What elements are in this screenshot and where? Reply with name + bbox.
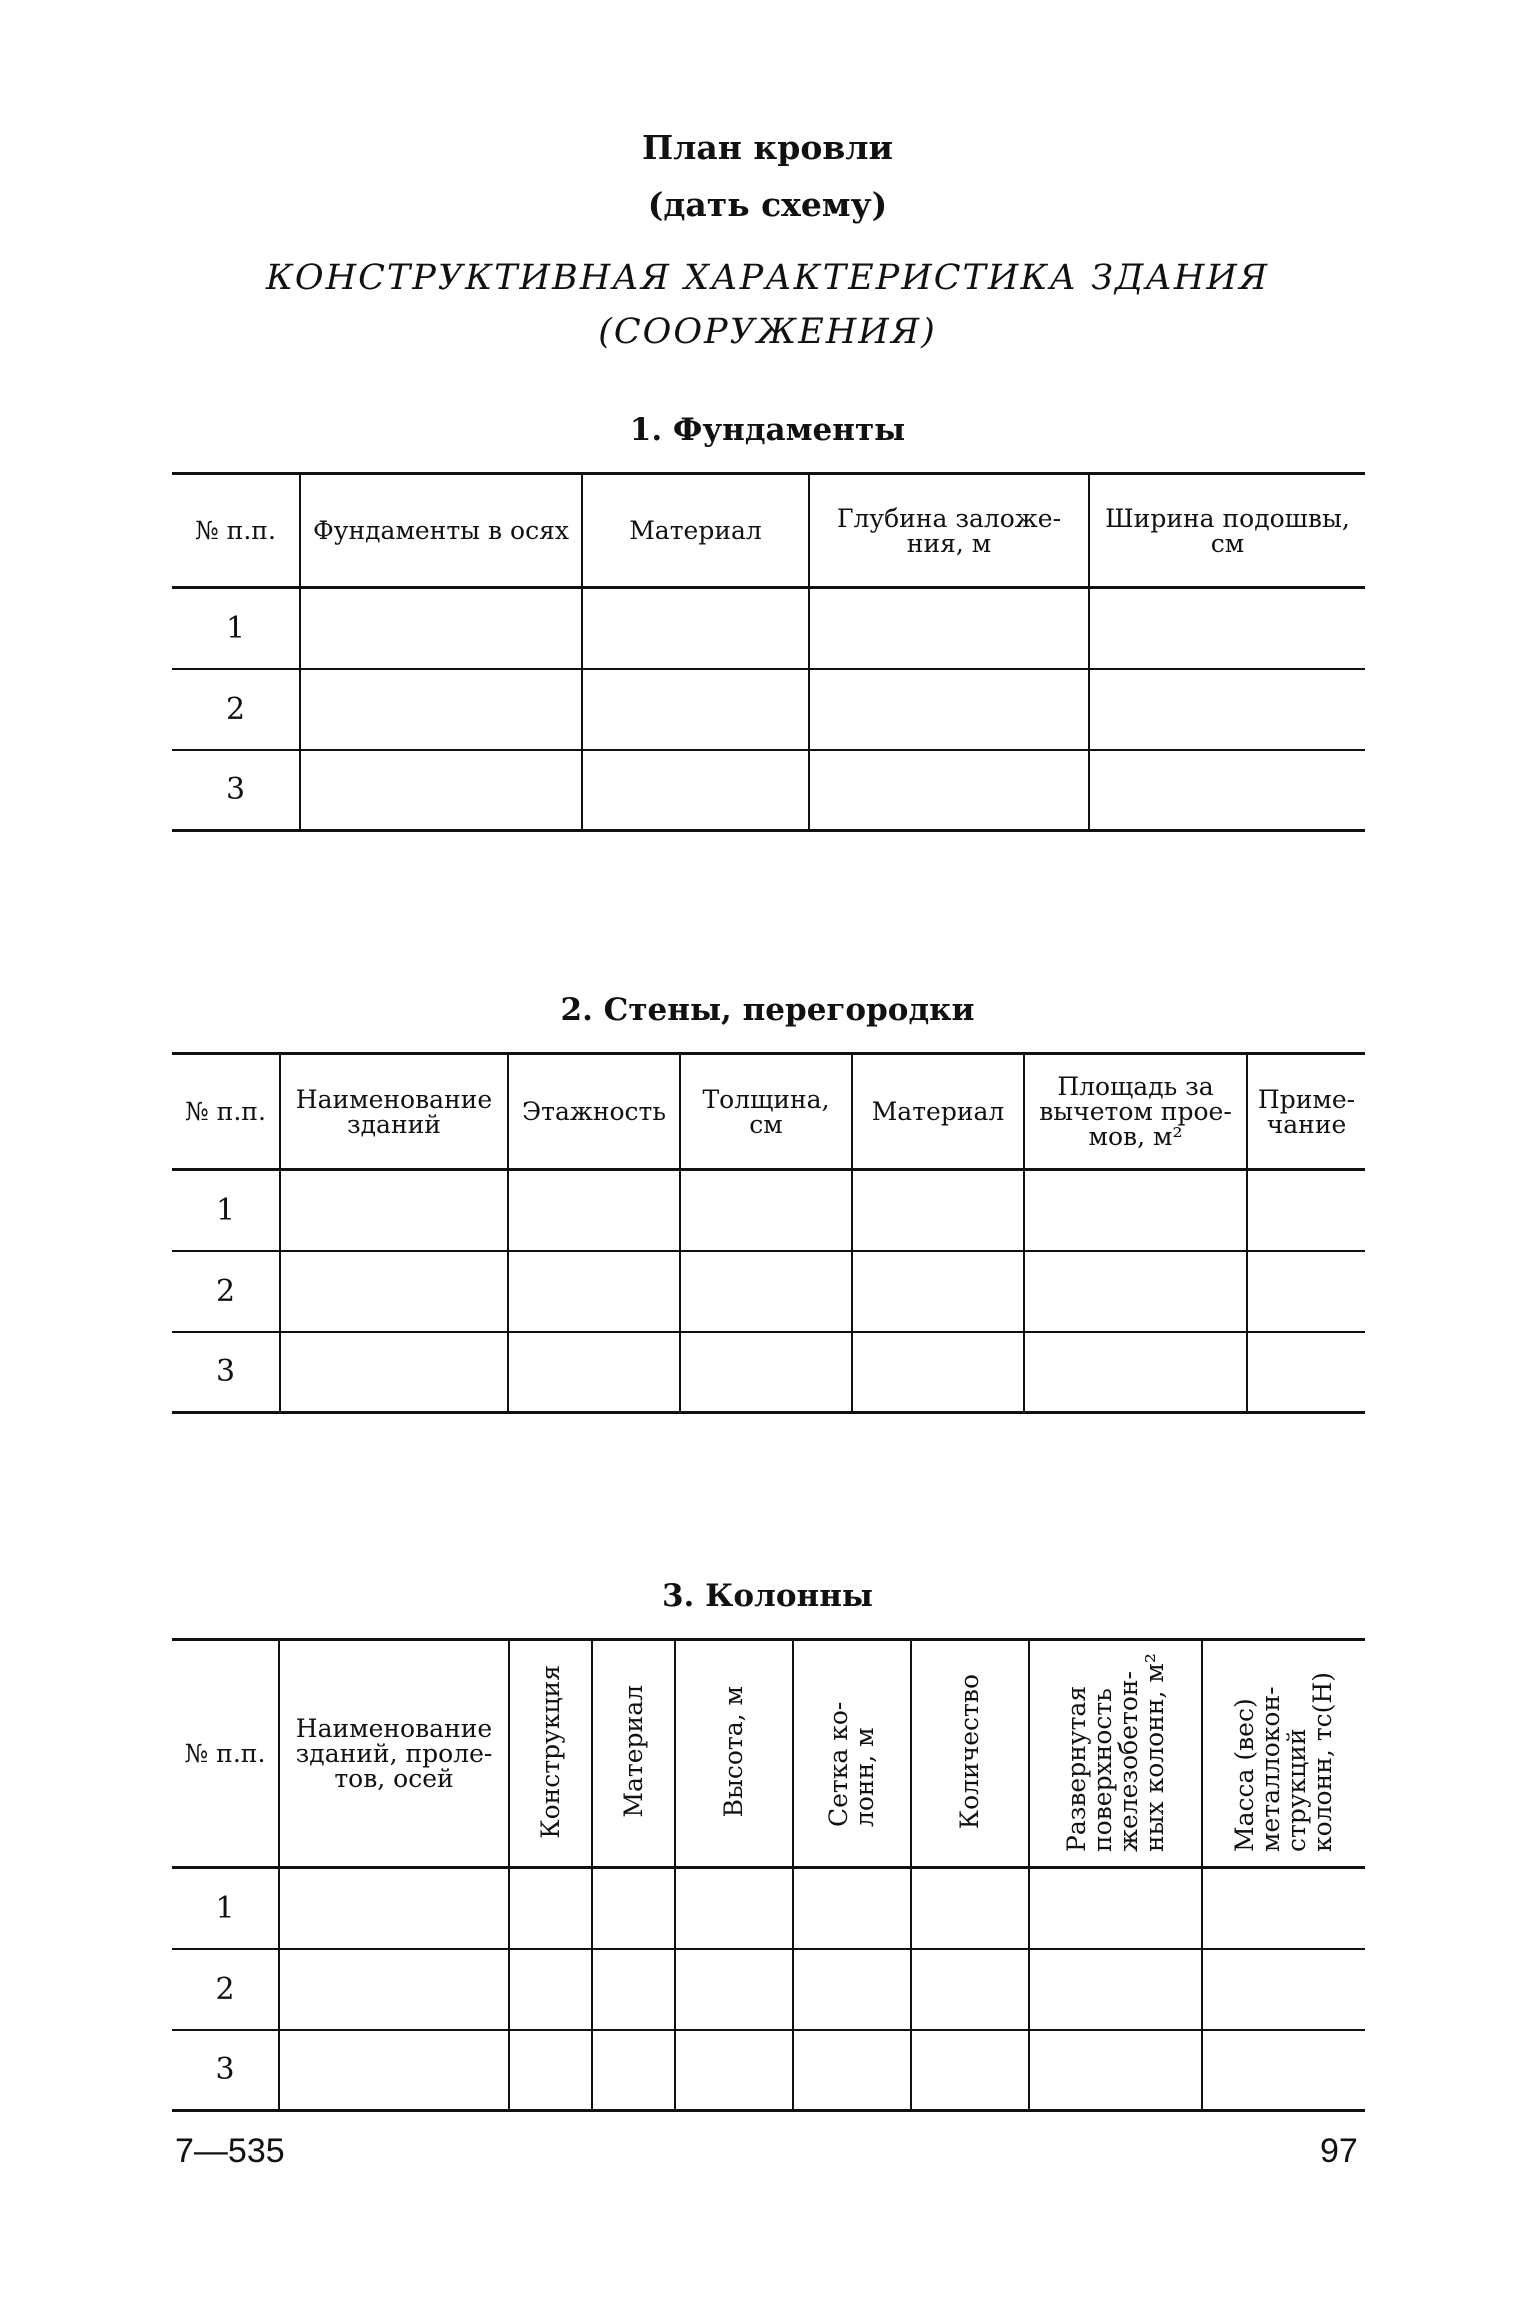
col-header: Наименование зданий, проле- тов, осей bbox=[279, 1640, 509, 1868]
table-cell bbox=[1024, 1170, 1247, 1251]
col-header-text: Масса (вес) металлокон- струкций колонн, тс(Н) bbox=[1230, 1671, 1337, 1852]
table-cell bbox=[911, 2030, 1029, 2111]
table-cell bbox=[582, 750, 809, 831]
table-cell bbox=[1202, 1868, 1365, 1949]
section-heading-sub: (СООРУЖЕНИЯ) bbox=[598, 312, 937, 352]
row-number: 1 bbox=[215, 1890, 235, 1926]
col-header-text: Конструкция bbox=[535, 1664, 565, 1839]
table-cell bbox=[1029, 1949, 1202, 2030]
row-number: 1 bbox=[215, 1192, 236, 1228]
foundations-title: 1. Фундаменты bbox=[629, 412, 906, 448]
col-header: Этажность bbox=[508, 1054, 680, 1170]
table-cell bbox=[852, 1332, 1024, 1413]
section-heading: КОНСТРУКТИВНАЯ ХАРАКТЕРИСТИКА ЗДАНИЯ bbox=[265, 258, 1270, 298]
col-header: Приме- чание bbox=[1247, 1054, 1365, 1170]
document-code: 7—535 bbox=[175, 2132, 285, 2170]
table-cell bbox=[592, 2030, 675, 2111]
table-cell bbox=[911, 1949, 1029, 2030]
table-header-row bbox=[172, 474, 1365, 588]
col-header bbox=[592, 1640, 675, 1868]
col-header: Глубина заложе- ния, м bbox=[809, 474, 1089, 588]
table-cell bbox=[852, 1170, 1024, 1251]
table-cell bbox=[793, 2030, 911, 2111]
col-header: Наименование зданий bbox=[280, 1054, 508, 1170]
table-row bbox=[172, 1251, 1365, 1332]
table-cell bbox=[675, 2030, 793, 2111]
col-header: Материал bbox=[852, 1054, 1024, 1170]
table-row bbox=[172, 588, 1365, 669]
col-header bbox=[793, 1640, 911, 1868]
table-header-row bbox=[172, 1054, 1365, 1170]
table-cell bbox=[509, 1949, 592, 2030]
table-row bbox=[172, 1170, 1365, 1251]
col-header: № п.п. bbox=[185, 1097, 266, 1126]
row-number: 1 bbox=[225, 610, 246, 646]
table-row bbox=[172, 1868, 1365, 1949]
table-cell bbox=[675, 1949, 793, 2030]
col-header-text: Развернутая поверхность железобетон- ных колонн, м² bbox=[1061, 1652, 1169, 1852]
columns-table bbox=[172, 1638, 1365, 2112]
table-cell bbox=[300, 588, 582, 669]
table-cell bbox=[809, 750, 1089, 831]
col-header: № п.п. bbox=[184, 1739, 266, 1768]
col-header: Материал bbox=[582, 474, 809, 588]
col-header-text: Высота, м bbox=[719, 1685, 748, 1818]
table-cell bbox=[508, 1251, 680, 1332]
table-cell bbox=[1247, 1332, 1365, 1413]
table-cell bbox=[1247, 1251, 1365, 1332]
table-cell bbox=[1029, 2030, 1202, 2111]
table-cell bbox=[280, 1170, 508, 1251]
table-cell bbox=[1202, 2030, 1365, 2111]
page-title-note: (дать схему) bbox=[647, 185, 888, 224]
page-title: План кровли bbox=[641, 128, 894, 167]
table-cell bbox=[1247, 1170, 1365, 1251]
col-header-text: Материал bbox=[618, 1685, 648, 1818]
table-cell bbox=[680, 1332, 852, 1413]
table-cell bbox=[279, 1949, 509, 2030]
col-header: № п.п. bbox=[195, 516, 276, 545]
row-number: 2 bbox=[172, 669, 300, 750]
col-header bbox=[1202, 1640, 1365, 1868]
table-header-row bbox=[172, 1640, 1365, 1868]
table-cell bbox=[793, 1949, 911, 2030]
table-row bbox=[172, 669, 1365, 750]
table-cell bbox=[508, 1332, 680, 1413]
table-cell bbox=[809, 669, 1089, 750]
table-cell bbox=[592, 1949, 675, 2030]
table-cell bbox=[680, 1251, 852, 1332]
table-cell bbox=[911, 1868, 1029, 1949]
col-header-text: Количество bbox=[955, 1673, 984, 1830]
table-cell bbox=[1024, 1251, 1247, 1332]
row-number: 3 bbox=[172, 1332, 280, 1413]
columns-title: 3. Колонны bbox=[661, 1578, 874, 1614]
col-header bbox=[675, 1640, 793, 1868]
table-cell bbox=[509, 2030, 592, 2111]
table-cell bbox=[1089, 750, 1365, 831]
table-cell bbox=[809, 588, 1089, 669]
table-row bbox=[172, 1332, 1365, 1413]
table-cell bbox=[300, 669, 582, 750]
col-header: Толщина, см bbox=[680, 1054, 852, 1170]
table-cell bbox=[509, 1868, 592, 1949]
table-cell bbox=[1024, 1332, 1247, 1413]
col-header: Ширина подошвы, см bbox=[1089, 474, 1365, 588]
table-cell bbox=[1089, 588, 1365, 669]
table-cell bbox=[852, 1251, 1024, 1332]
table-cell bbox=[1029, 1868, 1202, 1949]
row-number: 3 bbox=[172, 750, 300, 831]
table-cell bbox=[508, 1170, 680, 1251]
foundations-table bbox=[172, 472, 1365, 832]
table-cell bbox=[300, 750, 582, 831]
col-header: Фундаменты в осях bbox=[300, 474, 582, 588]
table-cell bbox=[675, 1868, 793, 1949]
col-header-text: Сетка ко- лонн, м bbox=[824, 1701, 879, 1827]
row-number: 2 bbox=[172, 1949, 279, 2030]
row-number: 3 bbox=[172, 2030, 279, 2111]
col-header bbox=[1029, 1640, 1202, 1868]
table-cell bbox=[793, 1868, 911, 1949]
table-cell bbox=[280, 1251, 508, 1332]
col-header bbox=[509, 1640, 592, 1868]
table-row bbox=[172, 750, 1365, 831]
page-number: 97 bbox=[1320, 2132, 1358, 2170]
table-cell bbox=[1202, 1949, 1365, 2030]
row-number: 2 bbox=[172, 1251, 280, 1332]
table-cell bbox=[279, 2030, 509, 2111]
table-cell bbox=[582, 669, 809, 750]
table-cell bbox=[280, 1332, 508, 1413]
table-row bbox=[172, 2030, 1365, 2111]
table-cell bbox=[592, 1868, 675, 1949]
walls-table bbox=[172, 1052, 1365, 1414]
table-cell bbox=[582, 588, 809, 669]
col-header bbox=[911, 1640, 1029, 1868]
table-row bbox=[172, 1949, 1365, 2030]
table-cell bbox=[279, 1868, 509, 1949]
walls-title: 2. Стены, перегородки bbox=[560, 992, 975, 1028]
table-cell bbox=[680, 1170, 852, 1251]
table-cell bbox=[1089, 669, 1365, 750]
col-header: Площадь за вычетом прое- мов, м² bbox=[1024, 1054, 1247, 1170]
